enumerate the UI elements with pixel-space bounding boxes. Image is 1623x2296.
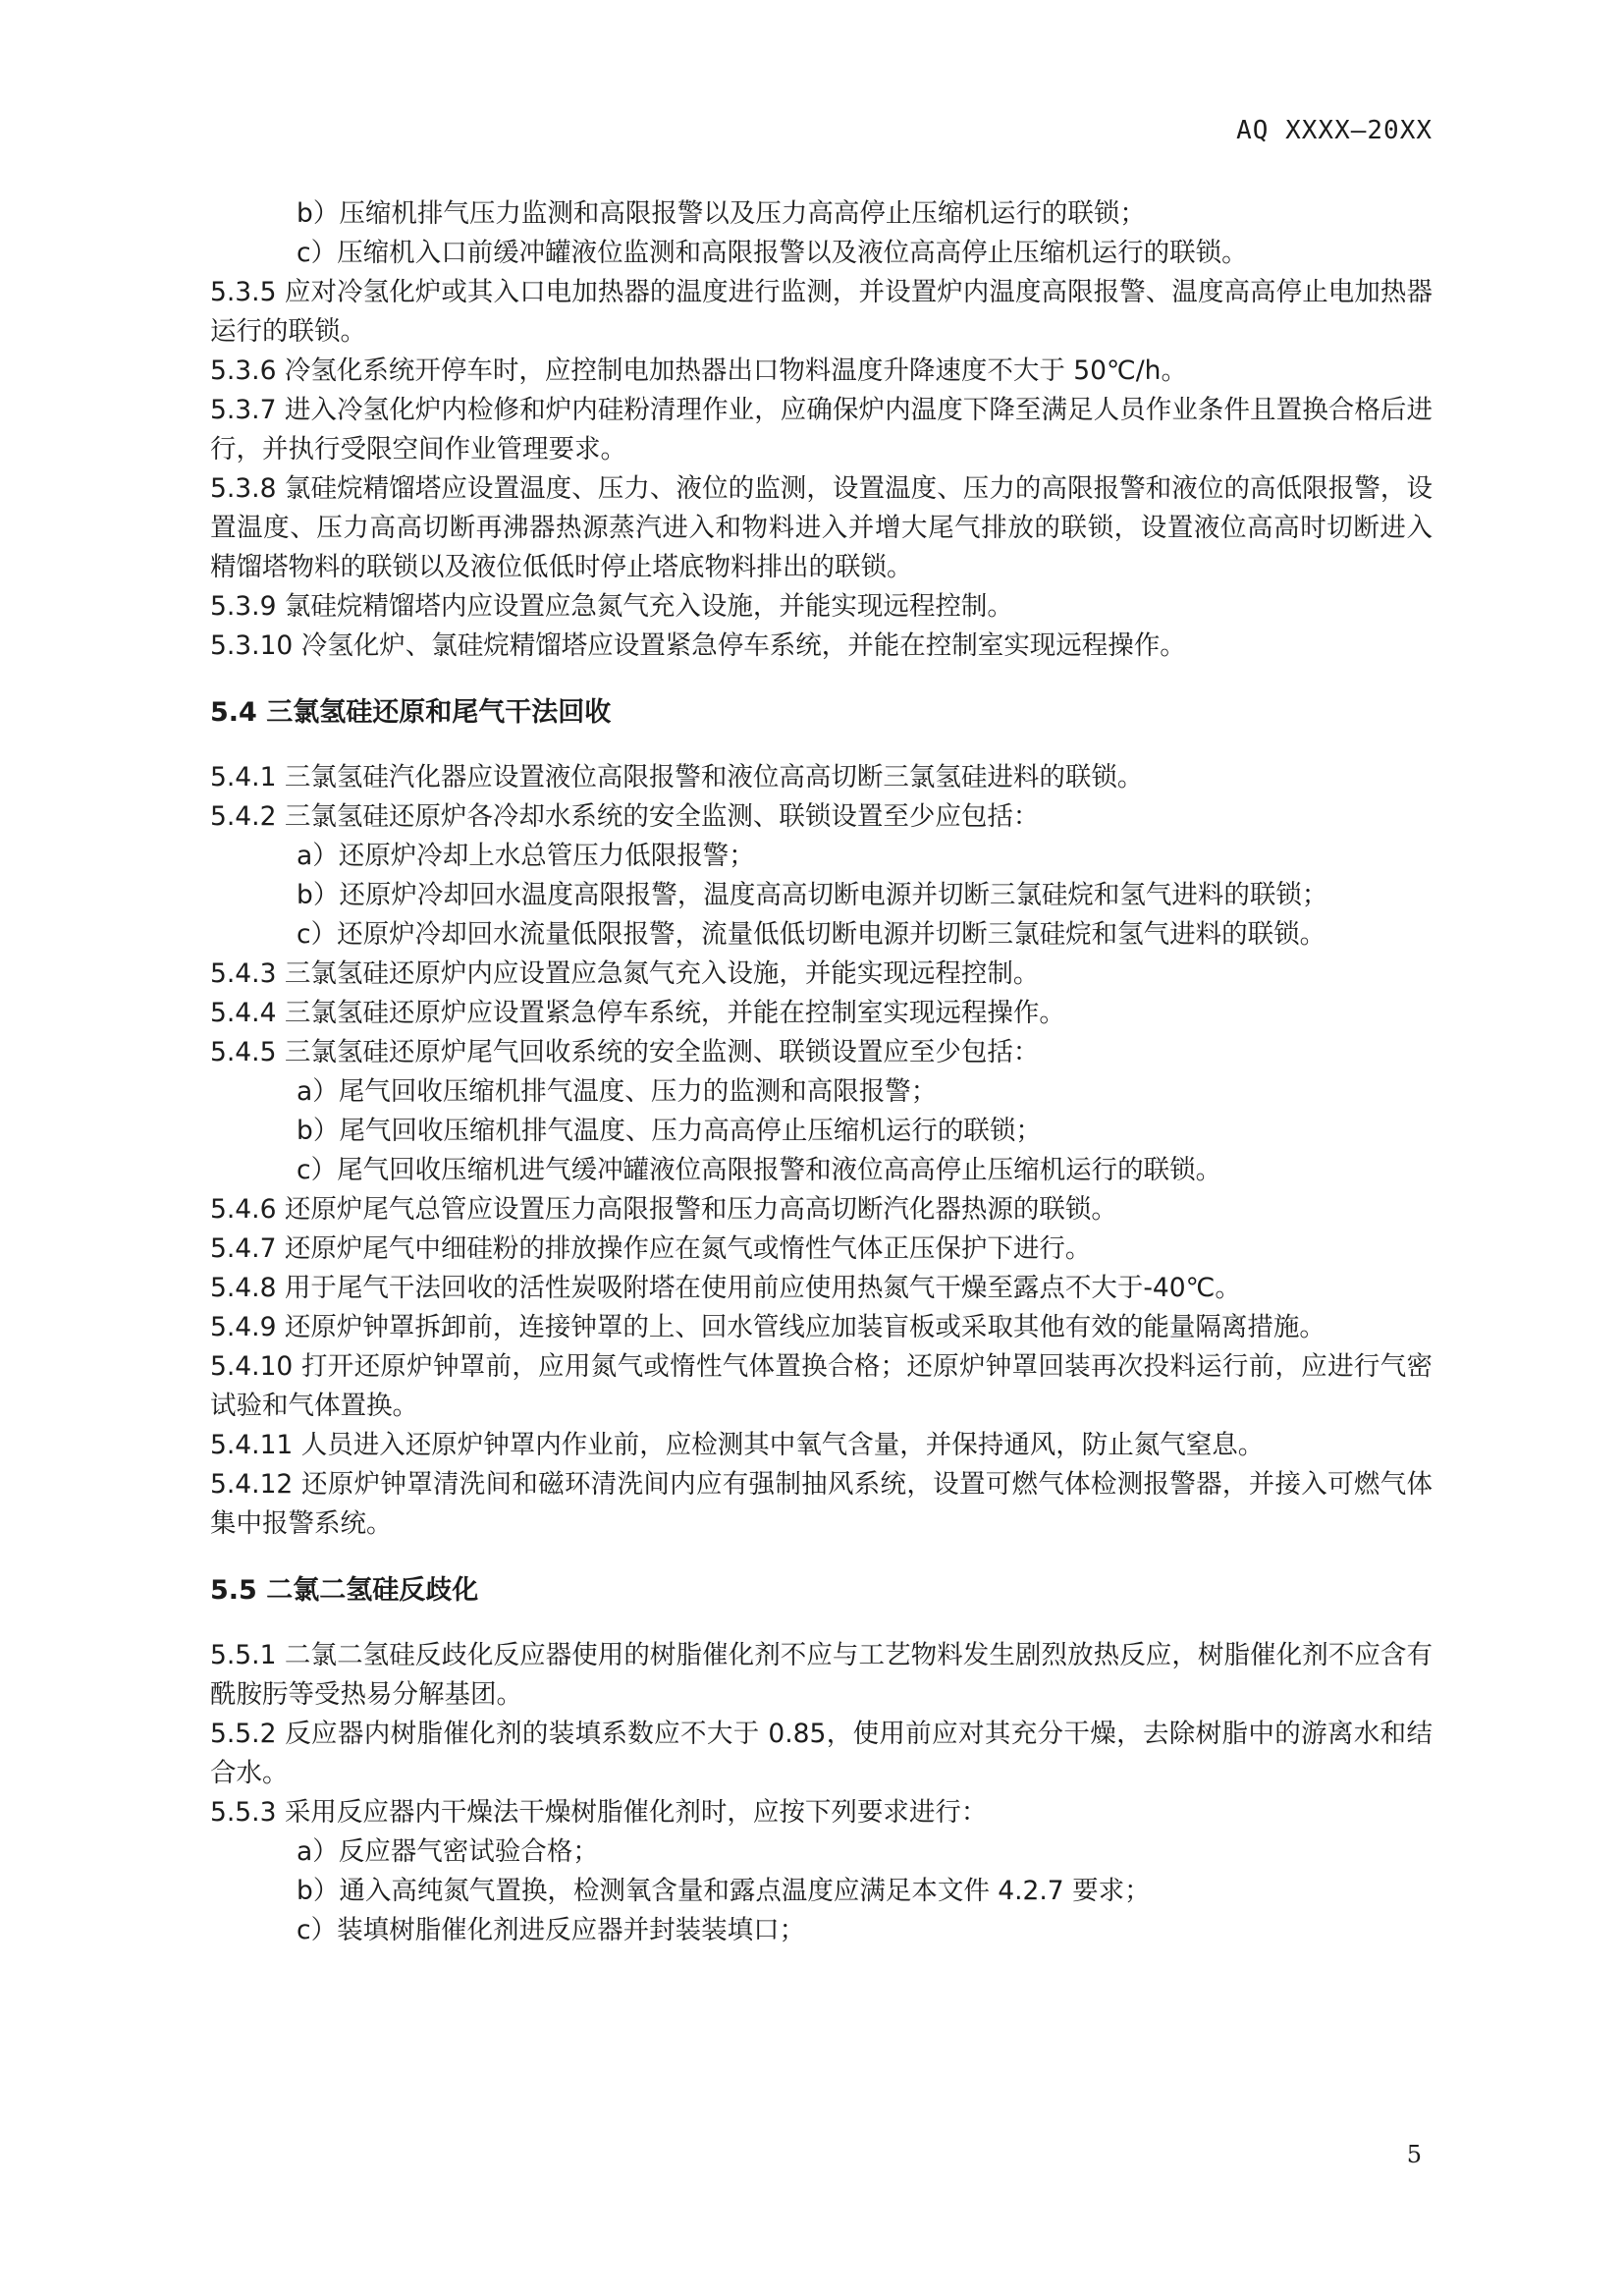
list-item: c）装填树脂催化剂进反应器并封装装填口； [297, 1915, 806, 1945]
list-item: a）尾气回收压缩机排气温度、压力的监测和高限报警； [297, 1076, 938, 1107]
clause-paragraph: 5.4.7 还原炉尾气中细硅粉的排放操作应在氮气或惰性气体正压保护下进行。 [210, 1233, 1092, 1264]
clause-paragraph: 5.5.3 采用反应器内干燥法干燥树脂催化剂时，应按下列要求进行： [210, 1797, 988, 1828]
clause-paragraph: 5.4.1 三氯氢硅汽化器应设置液位高限报警和液位高高切断三氯氢硅进料的联锁。 [210, 762, 1144, 793]
clause-paragraph: 5.4.9 还原炉钟罩拆卸前，连接钟罩的上、回水管线应加装盲板或采取其他有效的能量隔离措施。 [210, 1312, 1325, 1342]
list-item: c）压缩机入口前缓冲罐液位监测和高限报警以及液位高高停止压缩机运行的联锁。 [297, 238, 1248, 268]
page-number: 5 [1406, 2141, 1422, 2168]
standard-code: AQ XXXX—20XX [1236, 116, 1433, 145]
list-item: c）尾气回收压缩机进气缓冲罐液位高限报警和液位高高停止压缩机运行的联锁。 [297, 1155, 1222, 1185]
list-item: b）还原炉冷却回水温度高限报警，温度高高切断电源并切断三氯硅烷和氢气进料的联锁； [297, 880, 1328, 910]
clause-paragraph: 5.4.10 打开还原炉钟罩前，应用氮气或惰性气体置换合格；还原炉钟罩回装再次投料运行前，应进行气密试验和气体置换。 [210, 1351, 1433, 1421]
clause-paragraph: 5.4.8 用于尾气干法回收的活性炭吸附塔在使用前应使用热氮气干燥至露点不大于-40℃。 [210, 1273, 1241, 1303]
clause-paragraph: 5.4.3 三氯氢硅还原炉内应设置应急氮气充入设施，并能实现远程控制。 [210, 958, 1040, 989]
clause-paragraph: 5.3.8 氯硅烷精馏塔应设置温度、压力、液位的监测，设置温度、压力的高限报警和液位的高低限报警，设置温度、压力高高切断再沸器热源蒸汽进入和物料进入并增大尾气排放的联锁，设置液位高高时切断进入精馏塔物料的联锁以及液位低低时停止塔底物料排出的联锁。 [210, 473, 1433, 582]
list-item: b）压缩机排气压力监测和高限报警以及压力高高停止压缩机运行的联锁； [297, 198, 1146, 229]
clause-paragraph: 5.4.11 人员进入还原炉钟罩内作业前，应检测其中氧气含量，并保持通风，防止氮气窒息。 [210, 1430, 1265, 1460]
section-heading: 5.5 二氯二氢硅反歧化 [210, 1575, 479, 1606]
document-body [210, 194, 1433, 1950]
clause-paragraph: 5.3.7 进入冷氢化炉内检修和炉内硅粉清理作业，应确保炉内温度下降至满足人员作业条件且置换合格后进行，并执行受限空间作业管理要求。 [210, 395, 1433, 465]
list-item: b）通入高纯氮气置换，检测氧含量和露点温度应满足本文件 4.2.7 要求； [297, 1876, 1151, 1906]
clause-paragraph: 5.3.9 氯硅烷精馏塔内应设置应急氮气充入设施，并能实现远程控制。 [210, 591, 1013, 622]
clause-paragraph: 5.5.1 二氯二氢硅反歧化反应器使用的树脂催化剂不应与工艺物料发生剧烈放热反应，树脂催化剂不应含有酰胺肟等受热易分解基团。 [210, 1640, 1433, 1710]
clause-paragraph: 5.3.6 冷氢化系统开停车时，应控制电加热器出口物料温度升降速度不大于 50℃/h。 [210, 355, 1187, 386]
list-item: c）还原炉冷却回水流量低限报警，流量低低切断电源并切断三氯硅烷和氢气进料的联锁。 [297, 919, 1326, 950]
clause-paragraph: 5.4.12 还原炉钟罩清洗间和磁环清洗间内应有强制抽风系统，设置可燃气体检测报警器，并接入可燃气体集中报警系统。 [210, 1469, 1433, 1539]
clause-paragraph: 5.3.10 冷氢化炉、氯硅烷精馏塔应设置紧急停车系统，并能在控制室实现远程操作。 [210, 630, 1186, 661]
list-item: a）还原炉冷却上水总管压力低限报警； [297, 841, 755, 871]
clause-paragraph: 5.4.5 三氯氢硅还原炉尾气回收系统的安全监测、联锁设置应至少包括： [210, 1037, 1040, 1067]
clause-paragraph: 5.3.5 应对冷氢化炉或其入口电加热器的温度进行监测，并设置炉内温度高限报警、温度高高停止电加热器运行的联锁。 [210, 277, 1433, 347]
clause-paragraph: 5.4.2 三氯氢硅还原炉各冷却水系统的安全监测、联锁设置至少应包括： [210, 801, 1040, 832]
clause-paragraph: 5.5.2 反应器内树脂催化剂的装填系数应不大于 0.85，使用前应对其充分干燥，去除树脂中的游离水和结合水。 [210, 1719, 1433, 1788]
list-item: b）尾气回收压缩机排气温度、压力高高停止压缩机运行的联锁； [297, 1116, 1042, 1146]
list-item: a）反应器气密试验合格； [297, 1836, 599, 1867]
clause-paragraph: 5.4.4 三氯氢硅还原炉应设置紧急停车系统，并能在控制室实现远程操作。 [210, 998, 1065, 1028]
section-heading: 5.4 三氯氢硅还原和尾气干法回收 [210, 697, 612, 728]
clause-paragraph: 5.4.6 还原炉尾气总管应设置压力高限报警和压力高高切断汽化器热源的联锁。 [210, 1194, 1117, 1225]
